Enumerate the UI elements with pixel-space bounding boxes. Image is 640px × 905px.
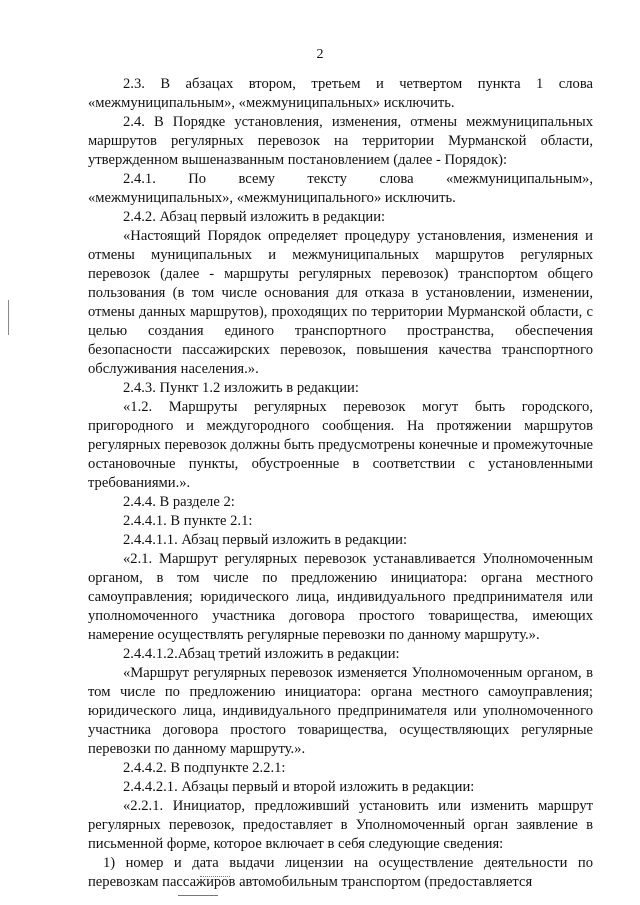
paragraph-2-4-1: 2.4.1. По всему тексту слова «межмуниципальным», «межмуниципальных», «межмуниципального» исключить. (88, 171, 593, 206)
scan-artifact-dash (178, 895, 218, 896)
paragraph-list-item-1: 1) номер и дата выдачи лицензии на осуществление деятельности по перевозкам пассажиров автомобильным транспортом (предоставляется (88, 855, 593, 890)
scan-margin-mark (8, 300, 9, 335)
paragraph-2-4: 2.4. В Порядке установления, изменения, отмены межмуниципальных маршрутов регулярных перевозок на территории Мурманской области, утвержденном вышеназванным постановлением (далее - Порядок): (88, 114, 593, 168)
paragraph-quote-2-2-1: «2.2.1. Инициатор, предложивший установить или изменить маршрут регулярных перевозок, предоставляет в Уполномоченный орган заявление в письменной форме, которое включает в себя следующие сведения: (88, 798, 593, 852)
paragraph-quote-2-1: «2.1. Маршрут регулярных перевозок устанавливается Уполномоченным органом, в том числе по предложению инициатора: органа местного самоуправления; юридического лица, индивидуального предпринимателя или уполномоченного участника договора простого товарищества, имеющих намерение осуществлять регулярные перевозки по данному маршруту.». (88, 551, 593, 643)
paragraph-2-4-4: 2.4.4. В разделе 2: (123, 494, 235, 510)
paragraph-2-4-4-1-2: 2.4.4.1.2.Абзац третий изложить в редакции: (123, 646, 400, 662)
paragraph-2-4-4-2: 2.4.4.2. В подпункте 2.2.1: (123, 760, 286, 776)
paragraph-2-3: 2.3. В абзацах втором, третьем и четвертом пункта 1 слова «межмуниципальным», «межмуниципальных» исключить. (88, 76, 593, 111)
paragraph-2-4-4-2-1: 2.4.4.2.1. Абзацы первый и второй изложить в редакции: (123, 779, 475, 795)
paragraph-quote-1-2: «1.2. Маршруты регулярных перевозок могут быть городского, пригородного и междугородного сообщения. На протяжении маршрутов регулярных перевозок должны быть предусмотрены конечные и промежуточные остановочные пункты, обустроенные в соответствии с установленными требованиями.». (88, 399, 593, 491)
paragraph-quote-order: «Настоящий Порядок определяет процедуру установления, изменения и отмены муниципальных и межмуниципальных маршрутов регулярных перевозок (далее - маршруты регулярных перевозок) транспортом общего пользования (в том числе основания для отказа в установлении, изменении, отмены данных маршрутов), проходящих по территории Мурманской области, с целью создания единого транспортного пространства, обеспечения безопасности пассажирских перевозок, повышения качества транспортного обслуживания населения.». (88, 228, 593, 377)
page-number: 2 (316, 47, 324, 62)
paragraph-2-4-4-1-1: 2.4.4.1.1. Абзац первый изложить в редакции: (123, 532, 408, 548)
paragraph-2-4-3: 2.4.3. Пункт 1.2 изложить в редакции: (123, 380, 359, 396)
document-body (88, 75, 593, 892)
scan-artifact-dots (200, 876, 230, 879)
paragraph-2-4-4-1: 2.4.4.1. В пункте 2.1: (123, 513, 253, 529)
paragraph-quote-route-change: «Маршрут регулярных перевозок изменяется Уполномоченным органом, в том числе по предложению инициатора: органа местного самоуправления; юридического лица, индивидуального предпринимателя или уполномоченного участника договора простого товарищества, осуществляющих регулярные перевозки по данному маршруту.». (88, 665, 593, 757)
paragraph-2-4-2: 2.4.2. Абзац первый изложить в редакции: (123, 209, 386, 225)
